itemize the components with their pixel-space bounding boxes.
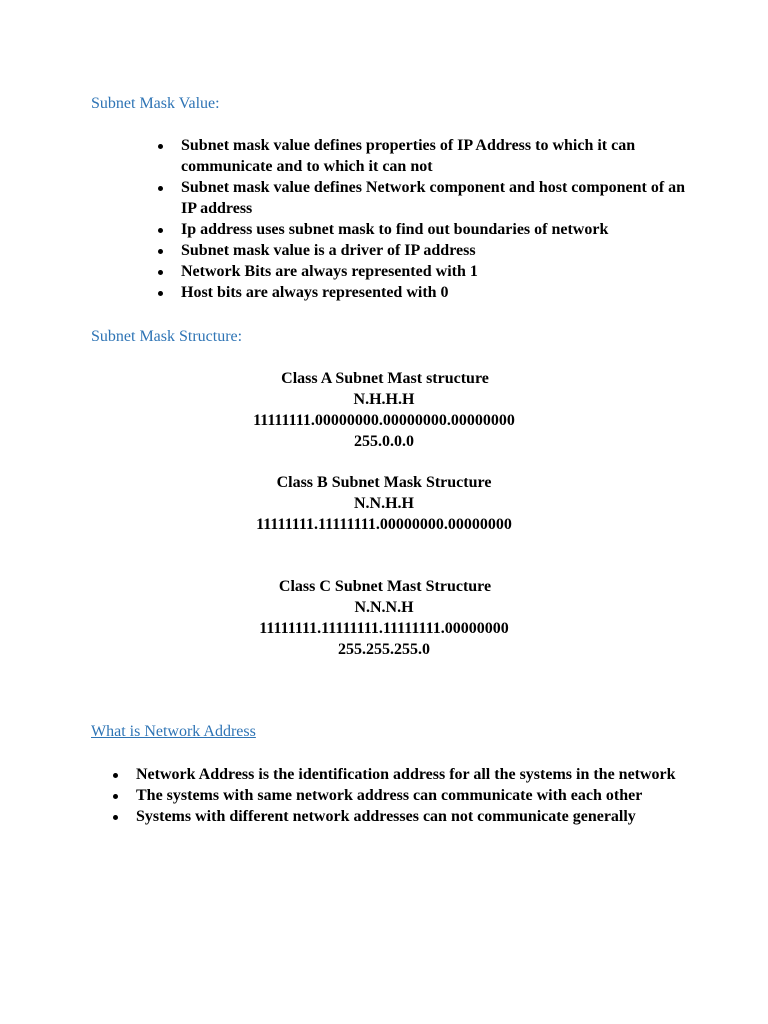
class-c-binary: 11111111.11111111.11111111.00000000 [259,620,509,637]
bullet-icon [158,291,163,296]
subnet-mask-structure-heading: Subnet Mask Structure: [91,328,243,345]
list-item [136,785,696,806]
list-item [181,177,701,219]
class-c-title: Class C Subnet Mast Structure [278,578,492,595]
list-item [181,219,701,240]
class-b-binary: 11111111.11111111.00000000.00000000 [256,516,512,533]
class-a-title: Class A Subnet Mast structure [281,370,489,387]
class-c-pattern: N.N.N.H [354,599,414,616]
list-item [181,135,701,177]
bullet-icon [158,186,163,191]
bullet-icon [158,270,163,275]
list-item-text: Subnet mask value is a driver of IP address [181,242,476,259]
class-b-title: Class B Subnet Mask Structure [276,474,492,491]
class-a-pattern: N.H.H.H [353,391,415,408]
list-item [136,764,696,785]
list-item [181,240,701,261]
class-a-decimal: 255.0.0.0 [354,433,414,450]
class-b-pattern: N.N.H.H [354,495,414,512]
subnet-mask-value-list [181,135,701,303]
bullet-icon [158,144,163,149]
list-item-text: Network Bits are always represented with 1 [181,263,478,280]
list-item-text: Ip address uses subnet mask to find out boundaries of network [181,221,609,238]
network-address-list [136,764,696,827]
subnet-mask-value-heading: Subnet Mask Value: [91,95,220,112]
bullet-icon [158,249,163,254]
list-item-text: Network Address is the identification address for all the systems in the network [136,766,676,783]
class-c-structure [0,576,768,660]
list-item [181,261,701,282]
list-item-text: Systems with different network addresses can not communicate generally [136,808,636,825]
list-item-text: Host bits are always represented with 0 [181,284,449,301]
network-address-heading: What is Network Address [91,723,256,740]
bullet-icon [113,794,118,799]
list-item [181,282,701,303]
class-c-decimal: 255.255.255.0 [338,641,430,658]
class-a-structure [0,368,768,452]
class-a-binary: 11111111.00000000.00000000.00000000 [253,412,515,429]
bullet-icon [113,815,118,820]
list-item-text: Subnet mask value defines properties of IP Address to which it can communicate and to which it can not [181,137,636,175]
list-item [136,806,696,827]
bullet-icon [158,228,163,233]
bullet-icon [113,773,118,778]
list-item-text: Subnet mask value defines Network component and host component of an IP address [181,179,686,217]
list-item-text: The systems with same network address can communicate with each other [136,787,643,804]
class-b-structure [0,472,768,535]
